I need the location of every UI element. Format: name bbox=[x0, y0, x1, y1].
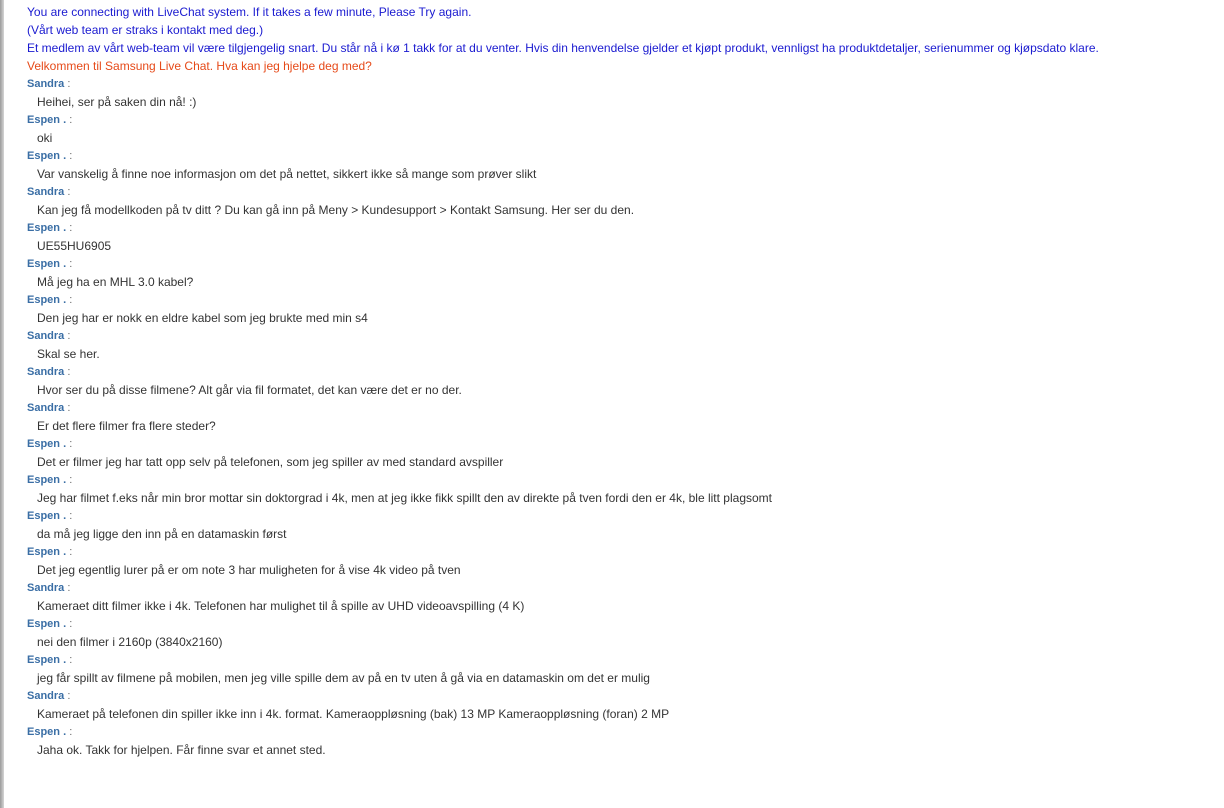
sender-name: Espen . bbox=[27, 726, 67, 738]
message-sender-row bbox=[27, 183, 1217, 201]
message-sender-row bbox=[27, 111, 1217, 129]
system-message-queue: Et medlem av vårt web-team vil være tilgjengelig snart. Du står nå i kø 1 takk for at du venter. Hvis din henvendelse gjelder et kjøpt produkt, vennligst ha produktdetaljer, serienummer og kjøpsdato klare. bbox=[27, 41, 1099, 55]
sender-separator: : bbox=[67, 582, 71, 594]
message-list bbox=[27, 75, 1217, 759]
message-text: oki bbox=[37, 131, 53, 145]
message-sender-row bbox=[27, 255, 1217, 273]
message-sender-row bbox=[27, 327, 1217, 345]
sender-separator: : bbox=[69, 654, 73, 666]
message-sender-row bbox=[27, 687, 1217, 705]
message-text: Kameraet på telefonen din spiller ikke inn i 4k. format. Kameraoppløsning (bak) 13 MP Kameraoppløsning (foran) 2 MP bbox=[37, 707, 670, 721]
sender-name: Espen . bbox=[27, 654, 67, 666]
sender-name: Espen . bbox=[27, 618, 67, 630]
message-text: UE55HU6905 bbox=[37, 239, 112, 253]
message-sender-row bbox=[27, 579, 1217, 597]
message-text: Skal se her. bbox=[37, 347, 100, 361]
sender-name: Espen . bbox=[27, 546, 67, 558]
message-text: Kan jeg få modellkoden på tv ditt ? Du kan gå inn på Meny > Kundesupport > Kontakt Samsung. Her ser du den. bbox=[37, 203, 635, 217]
message-sender-row bbox=[27, 651, 1217, 669]
sender-name: Espen . bbox=[27, 510, 67, 522]
chat-transcript bbox=[27, 3, 1217, 759]
message-sender-row bbox=[27, 75, 1217, 93]
message-sender-row bbox=[27, 363, 1217, 381]
message-text: nei den filmer i 2160p (3840x2160) bbox=[37, 635, 223, 649]
sender-separator: : bbox=[69, 258, 73, 270]
system-message-connecting: You are connecting with LiveChat system. If it takes a few minute, Please Try again. bbox=[27, 5, 472, 19]
sender-separator: : bbox=[67, 690, 71, 702]
message-sender-row bbox=[27, 147, 1217, 165]
sender-separator: : bbox=[67, 366, 71, 378]
sender-separator: : bbox=[69, 510, 73, 522]
sender-name: Sandra bbox=[27, 78, 65, 90]
sender-name: Sandra bbox=[27, 366, 65, 378]
sender-separator: : bbox=[69, 294, 73, 306]
sender-separator: : bbox=[69, 726, 73, 738]
sender-name: Espen . bbox=[27, 258, 67, 270]
sender-separator: : bbox=[69, 546, 73, 558]
sender-separator: : bbox=[67, 402, 71, 414]
message-text: Det jeg egentlig lurer på er om note 3 har muligheten for å vise 4k video på tven bbox=[37, 563, 461, 577]
message-text: Den jeg har er nokk en eldre kabel som jeg brukte med min s4 bbox=[37, 311, 368, 325]
sender-separator: : bbox=[67, 78, 71, 90]
sender-separator: : bbox=[69, 438, 73, 450]
message-text: Kameraet ditt filmer ikke i 4k. Telefonen har mulighet til å spille av UHD videoavspilling (4 K) bbox=[37, 599, 525, 613]
sender-name: Sandra bbox=[27, 690, 65, 702]
sender-name: Espen . bbox=[27, 438, 67, 450]
message-text: da må jeg ligge den inn på en datamaskin først bbox=[37, 527, 287, 541]
sender-name: Espen . bbox=[27, 114, 67, 126]
message-sender-row bbox=[27, 471, 1217, 489]
system-message-team-contact: (Vårt web team er straks i kontakt med deg.) bbox=[27, 23, 264, 37]
sender-name: Espen . bbox=[27, 294, 67, 306]
sender-name: Espen . bbox=[27, 222, 67, 234]
message-sender-row bbox=[27, 507, 1217, 525]
message-sender-row bbox=[27, 291, 1217, 309]
sender-separator: : bbox=[67, 330, 71, 342]
sender-separator: : bbox=[69, 474, 73, 486]
message-sender-row bbox=[27, 219, 1217, 237]
message-text: Er det flere filmer fra flere steder? bbox=[37, 419, 216, 433]
sender-name: Sandra bbox=[27, 330, 65, 342]
window-left-border bbox=[0, 0, 4, 808]
message-sender-row bbox=[27, 399, 1217, 417]
message-text: Det er filmer jeg har tatt opp selv på telefonen, som jeg spiller av med standard avspiller bbox=[37, 455, 504, 469]
message-text: Var vanskelig å finne noe informasjon om det på nettet, sikkert ikke så mange som prøver slikt bbox=[37, 167, 537, 181]
message-text: Jaha ok. Takk for hjelpen. Får finne svar et annet sted. bbox=[37, 743, 326, 757]
sender-separator: : bbox=[69, 222, 73, 234]
sender-name: Espen . bbox=[27, 474, 67, 486]
sender-separator: : bbox=[69, 150, 73, 162]
sender-name: Sandra bbox=[27, 402, 65, 414]
message-text: Hvor ser du på disse filmene? Alt går via fil formatet, det kan være det er no der. bbox=[37, 383, 462, 397]
sender-name: Sandra bbox=[27, 186, 65, 198]
sender-separator: : bbox=[67, 186, 71, 198]
sender-separator: : bbox=[69, 114, 73, 126]
message-sender-row bbox=[27, 615, 1217, 633]
message-text: Jeg har filmet f.eks når min bror mottar sin doktorgrad i 4k, men at jeg ikke fikk spillt den av direkte på tven fordi den er 4k, ble litt plagsomt bbox=[37, 491, 772, 505]
welcome-message: Velkommen til Samsung Live Chat. Hva kan jeg hjelpe deg med? bbox=[27, 59, 372, 73]
message-sender-row bbox=[27, 435, 1217, 453]
message-sender-row bbox=[27, 723, 1217, 741]
message-text: Må jeg ha en MHL 3.0 kabel? bbox=[37, 275, 194, 289]
message-text: jeg får spillt av filmene på mobilen, men jeg ville spille dem av på en tv uten å gå via en datamaskin om det er mulig bbox=[37, 671, 650, 685]
sender-name: Espen . bbox=[27, 150, 67, 162]
sender-separator: : bbox=[69, 618, 73, 630]
sender-name: Sandra bbox=[27, 582, 65, 594]
message-sender-row bbox=[27, 543, 1217, 561]
message-text: Heihei, ser på saken din nå! :) bbox=[37, 95, 197, 109]
